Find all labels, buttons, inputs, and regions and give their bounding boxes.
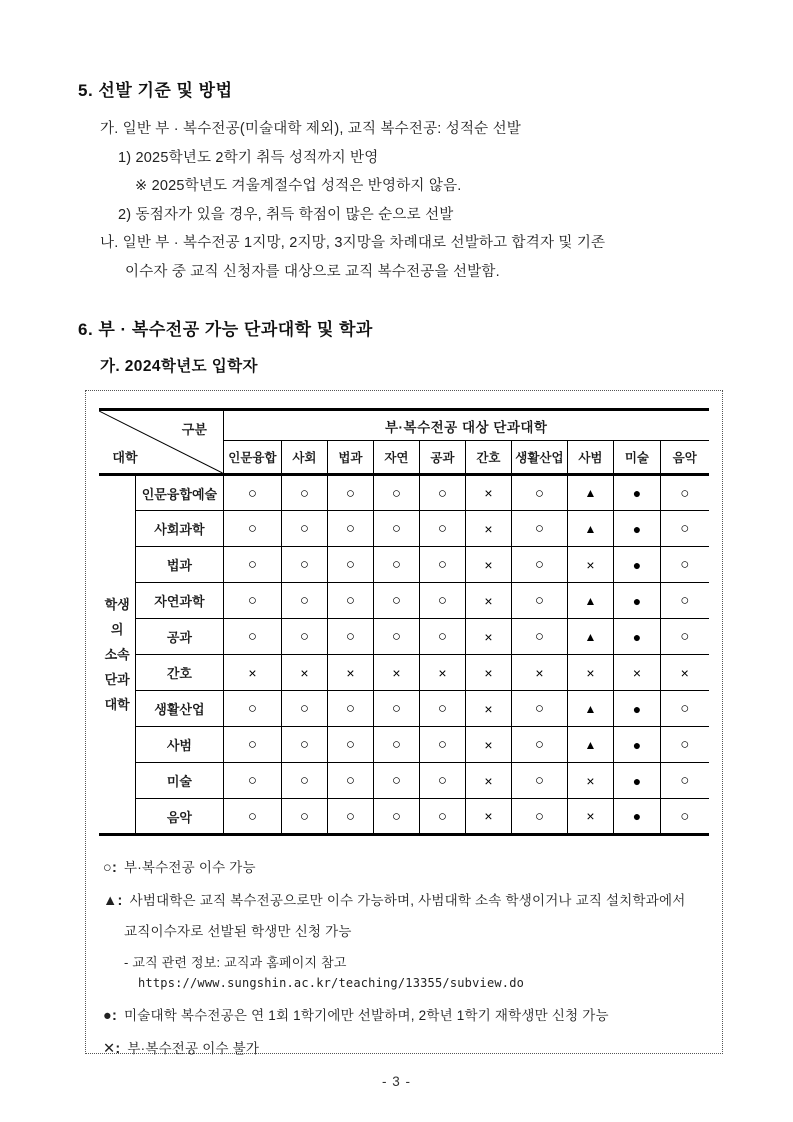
availability-cell: ○ [511, 583, 567, 619]
legend-item-triangle-cont: 교직이수자로 선발된 학생만 신청 가능 [124, 924, 352, 939]
column-header-jayeon: 자연 [373, 441, 419, 475]
section5-line-na: 나. 일반 부 · 복수전공 1지망, 2지망, 3지망을 차례대로 선발하고 합격자 및 기존 [100, 235, 606, 251]
section5-line-ga: 가. 일반 부 · 복수전공(미술대학 제외), 교직 복수전공: 성적순 선발 [100, 121, 522, 137]
row-group-label-line: 단과 [104, 672, 130, 687]
availability-cell: ○ [327, 691, 373, 727]
row-label: 자연과학 [135, 583, 223, 619]
circle-symbol-icon: ○: [103, 860, 117, 876]
legend-teaching-note [124, 953, 709, 993]
x-symbol-icon: ✕: [103, 1041, 121, 1057]
availability-cell: ○ [511, 475, 567, 511]
availability-cell: ○ [660, 727, 708, 763]
row-label: 사회과학 [135, 511, 223, 547]
row-group-label [99, 475, 135, 835]
availability-cell: × [465, 691, 511, 727]
availability-cell: ○ [327, 619, 373, 655]
row-group-label-line: 대학 [104, 697, 130, 712]
availability-cell: ○ [327, 547, 373, 583]
availability-cell: ○ [419, 691, 465, 727]
column-header-misul: 미술 [613, 441, 660, 475]
availability-cell: × [567, 763, 613, 799]
table-row [99, 763, 708, 799]
availability-cell: × [613, 655, 660, 691]
section5-line-1: 1) 2025학년도 2학기 취득 성적까지 반영 [118, 149, 379, 166]
availability-cell: ○ [223, 583, 281, 619]
availability-cell: ▲ [567, 511, 613, 547]
column-header-sabeom: 사범 [567, 441, 613, 475]
availability-cell: × [567, 547, 613, 583]
availability-cell: ○ [281, 799, 327, 835]
section6-subheading: 가. 2024학년도 입학자 [100, 358, 258, 375]
availability-cell: × [465, 727, 511, 763]
table-row [99, 583, 708, 619]
availability-cell: ○ [660, 691, 708, 727]
availability-cell: ● [613, 727, 660, 763]
availability-cell: ○ [419, 727, 465, 763]
row-label: 사범 [135, 727, 223, 763]
filled-circle-symbol-icon: ●: [103, 1008, 117, 1024]
availability-cell: ○ [281, 511, 327, 547]
table-row [99, 655, 708, 691]
availability-cell: ○ [281, 583, 327, 619]
availability-table-box [85, 390, 723, 1057]
availability-cell: × [465, 547, 511, 583]
column-header-sahoe: 사회 [281, 441, 327, 475]
availability-cell: ● [613, 547, 660, 583]
availability-cell: ○ [373, 799, 419, 835]
availability-cell: × [465, 475, 511, 511]
row-group-label-line: 소속 [104, 647, 130, 662]
availability-cell: ○ [511, 691, 567, 727]
availability-table [99, 408, 708, 836]
availability-cell: ○ [373, 691, 419, 727]
column-header-beopgwa: 법과 [327, 441, 373, 475]
availability-cell: ○ [281, 727, 327, 763]
availability-cell: ○ [419, 547, 465, 583]
table-row [99, 691, 708, 727]
table-row [99, 727, 708, 763]
availability-cell: ○ [660, 547, 708, 583]
availability-cell: ○ [511, 547, 567, 583]
section5-line-na-cont: 이수자 중 교직 신청자를 대상으로 교직 복수전공을 선발함. [125, 263, 500, 280]
table-row [99, 799, 708, 835]
table-corner-cell [99, 410, 223, 475]
row-label: 공과 [135, 619, 223, 655]
page-number: - 3 - [381, 1074, 411, 1089]
availability-cell: ▲ [567, 691, 613, 727]
availability-cell: ○ [327, 799, 373, 835]
availability-cell: ○ [511, 511, 567, 547]
row-label: 미술 [135, 763, 223, 799]
availability-cell: ○ [660, 475, 708, 511]
table-row [99, 619, 708, 655]
availability-cell: ● [613, 799, 660, 835]
availability-cell: ○ [327, 583, 373, 619]
availability-cell: ○ [373, 727, 419, 763]
legend-triangle-line1: 사범대학은 교직 복수전공으로만 이수 가능하며, 사범대학 소속 학생이거나 교직 설치학과에서 [129, 893, 686, 908]
availability-cell: ● [613, 475, 660, 511]
availability-cell: × [511, 655, 567, 691]
availability-cell: ● [613, 619, 660, 655]
legend-item-x [103, 1039, 709, 1059]
table-row [99, 547, 708, 583]
availability-cell: ○ [660, 583, 708, 619]
availability-cell: ○ [281, 691, 327, 727]
row-label: 생활산업 [135, 691, 223, 727]
row-group-label-line: 학생의 [104, 597, 130, 637]
availability-cell: ▲ [567, 475, 613, 511]
availability-cell: ○ [511, 763, 567, 799]
row-label: 음악 [135, 799, 223, 835]
triangle-symbol-icon: ▲: [103, 893, 123, 909]
availability-cell: ● [613, 763, 660, 799]
availability-cell: ● [613, 583, 660, 619]
row-label: 법과 [135, 547, 223, 583]
availability-cell: × [465, 763, 511, 799]
availability-cell: ▲ [567, 583, 613, 619]
availability-cell: × [465, 799, 511, 835]
column-header-gonggwa: 공과 [419, 441, 465, 475]
availability-cell: × [327, 655, 373, 691]
availability-cell: ▲ [567, 619, 613, 655]
availability-cell: × [465, 583, 511, 619]
availability-cell: × [465, 619, 511, 655]
availability-cell: ○ [511, 799, 567, 835]
legend [103, 858, 709, 1059]
availability-cell: ○ [223, 619, 281, 655]
row-label: 인문융합예술 [135, 475, 223, 511]
column-header-eumak: 음악 [660, 441, 708, 475]
availability-cell: ○ [419, 619, 465, 655]
availability-cell: ○ [223, 763, 281, 799]
availability-cell: × [567, 799, 613, 835]
availability-cell: × [223, 655, 281, 691]
section6-heading: 6. 부 · 복수전공 가능 단과대학 및 학과 [78, 320, 373, 339]
availability-cell: × [373, 655, 419, 691]
availability-cell: ○ [373, 763, 419, 799]
availability-cell: ○ [419, 511, 465, 547]
availability-cell: ○ [281, 547, 327, 583]
availability-cell: ○ [281, 475, 327, 511]
availability-cell: ○ [223, 799, 281, 835]
legend-dot-text: 미술대학 복수전공은 연 1회 1학기에만 선발하며, 2학년 1학기 재학생만 신청 가능 [124, 1008, 609, 1023]
teaching-note-text: - 교직 관련 정보: 교직과 홈페이지 참고 [124, 955, 347, 970]
corner-label-gubun: 구분 [181, 422, 207, 437]
availability-cell: ○ [327, 511, 373, 547]
column-group-header: 부·복수전공 대상 단과대학 [223, 410, 708, 441]
corner-label-daehak: 대학 [112, 450, 138, 465]
table-body [99, 475, 708, 835]
availability-cell: ○ [660, 619, 708, 655]
legend-item-dot [103, 1006, 709, 1026]
availability-cell: ○ [281, 763, 327, 799]
availability-cell: ○ [223, 547, 281, 583]
availability-cell: ● [613, 511, 660, 547]
availability-cell: ○ [419, 583, 465, 619]
availability-cell: ○ [373, 511, 419, 547]
teaching-homepage-link[interactable]: https://www.sungshin.ac.kr/teaching/13355/subview.do [138, 976, 525, 990]
column-header-inmunyunghap: 인문융합 [223, 441, 281, 475]
column-header-saenghwal: 생활산업 [511, 441, 567, 475]
availability-cell: ○ [281, 619, 327, 655]
availability-cell: ○ [660, 511, 708, 547]
availability-cell: ○ [511, 727, 567, 763]
availability-cell: × [660, 655, 708, 691]
availability-cell: × [465, 655, 511, 691]
availability-cell: ○ [373, 475, 419, 511]
availability-cell: ○ [327, 727, 373, 763]
table-header-row-group [99, 410, 708, 441]
availability-cell: ○ [223, 691, 281, 727]
availability-cell: × [567, 655, 613, 691]
availability-cell: × [465, 511, 511, 547]
availability-cell: ○ [223, 475, 281, 511]
page-content [78, 80, 724, 1057]
availability-cell: ○ [419, 475, 465, 511]
section5-line-note: ※ 2025학년도 겨울계절수업 성적은 반영하지 않음. [135, 178, 462, 194]
availability-cell: ▲ [567, 727, 613, 763]
availability-cell: ○ [373, 619, 419, 655]
availability-cell: × [419, 655, 465, 691]
availability-cell: ○ [327, 763, 373, 799]
availability-cell: ○ [660, 763, 708, 799]
availability-cell: ○ [419, 799, 465, 835]
availability-cell: × [281, 655, 327, 691]
table-row [99, 475, 708, 511]
legend-circle-text: 부·복수전공 이수 가능 [124, 860, 256, 875]
legend-item-circle [103, 858, 709, 878]
availability-cell: ○ [419, 763, 465, 799]
section5-heading: 5. 선발 기준 및 방법 [78, 81, 233, 100]
availability-cell: ○ [223, 727, 281, 763]
legend-item-triangle [103, 891, 709, 911]
availability-cell: ○ [511, 619, 567, 655]
legend-x-text: 부·복수전공 이수 불가 [127, 1041, 260, 1056]
availability-cell: ○ [373, 547, 419, 583]
availability-cell: ○ [660, 799, 708, 835]
row-label: 간호 [135, 655, 223, 691]
table-row [99, 511, 708, 547]
availability-cell: ● [613, 691, 660, 727]
section5-line-2: 2) 동점자가 있을 경우, 취득 학점이 많은 순으로 선발 [118, 206, 454, 223]
availability-cell: ○ [327, 475, 373, 511]
column-header-ganho: 간호 [465, 441, 511, 475]
availability-cell: ○ [373, 583, 419, 619]
availability-cell: ○ [223, 511, 281, 547]
